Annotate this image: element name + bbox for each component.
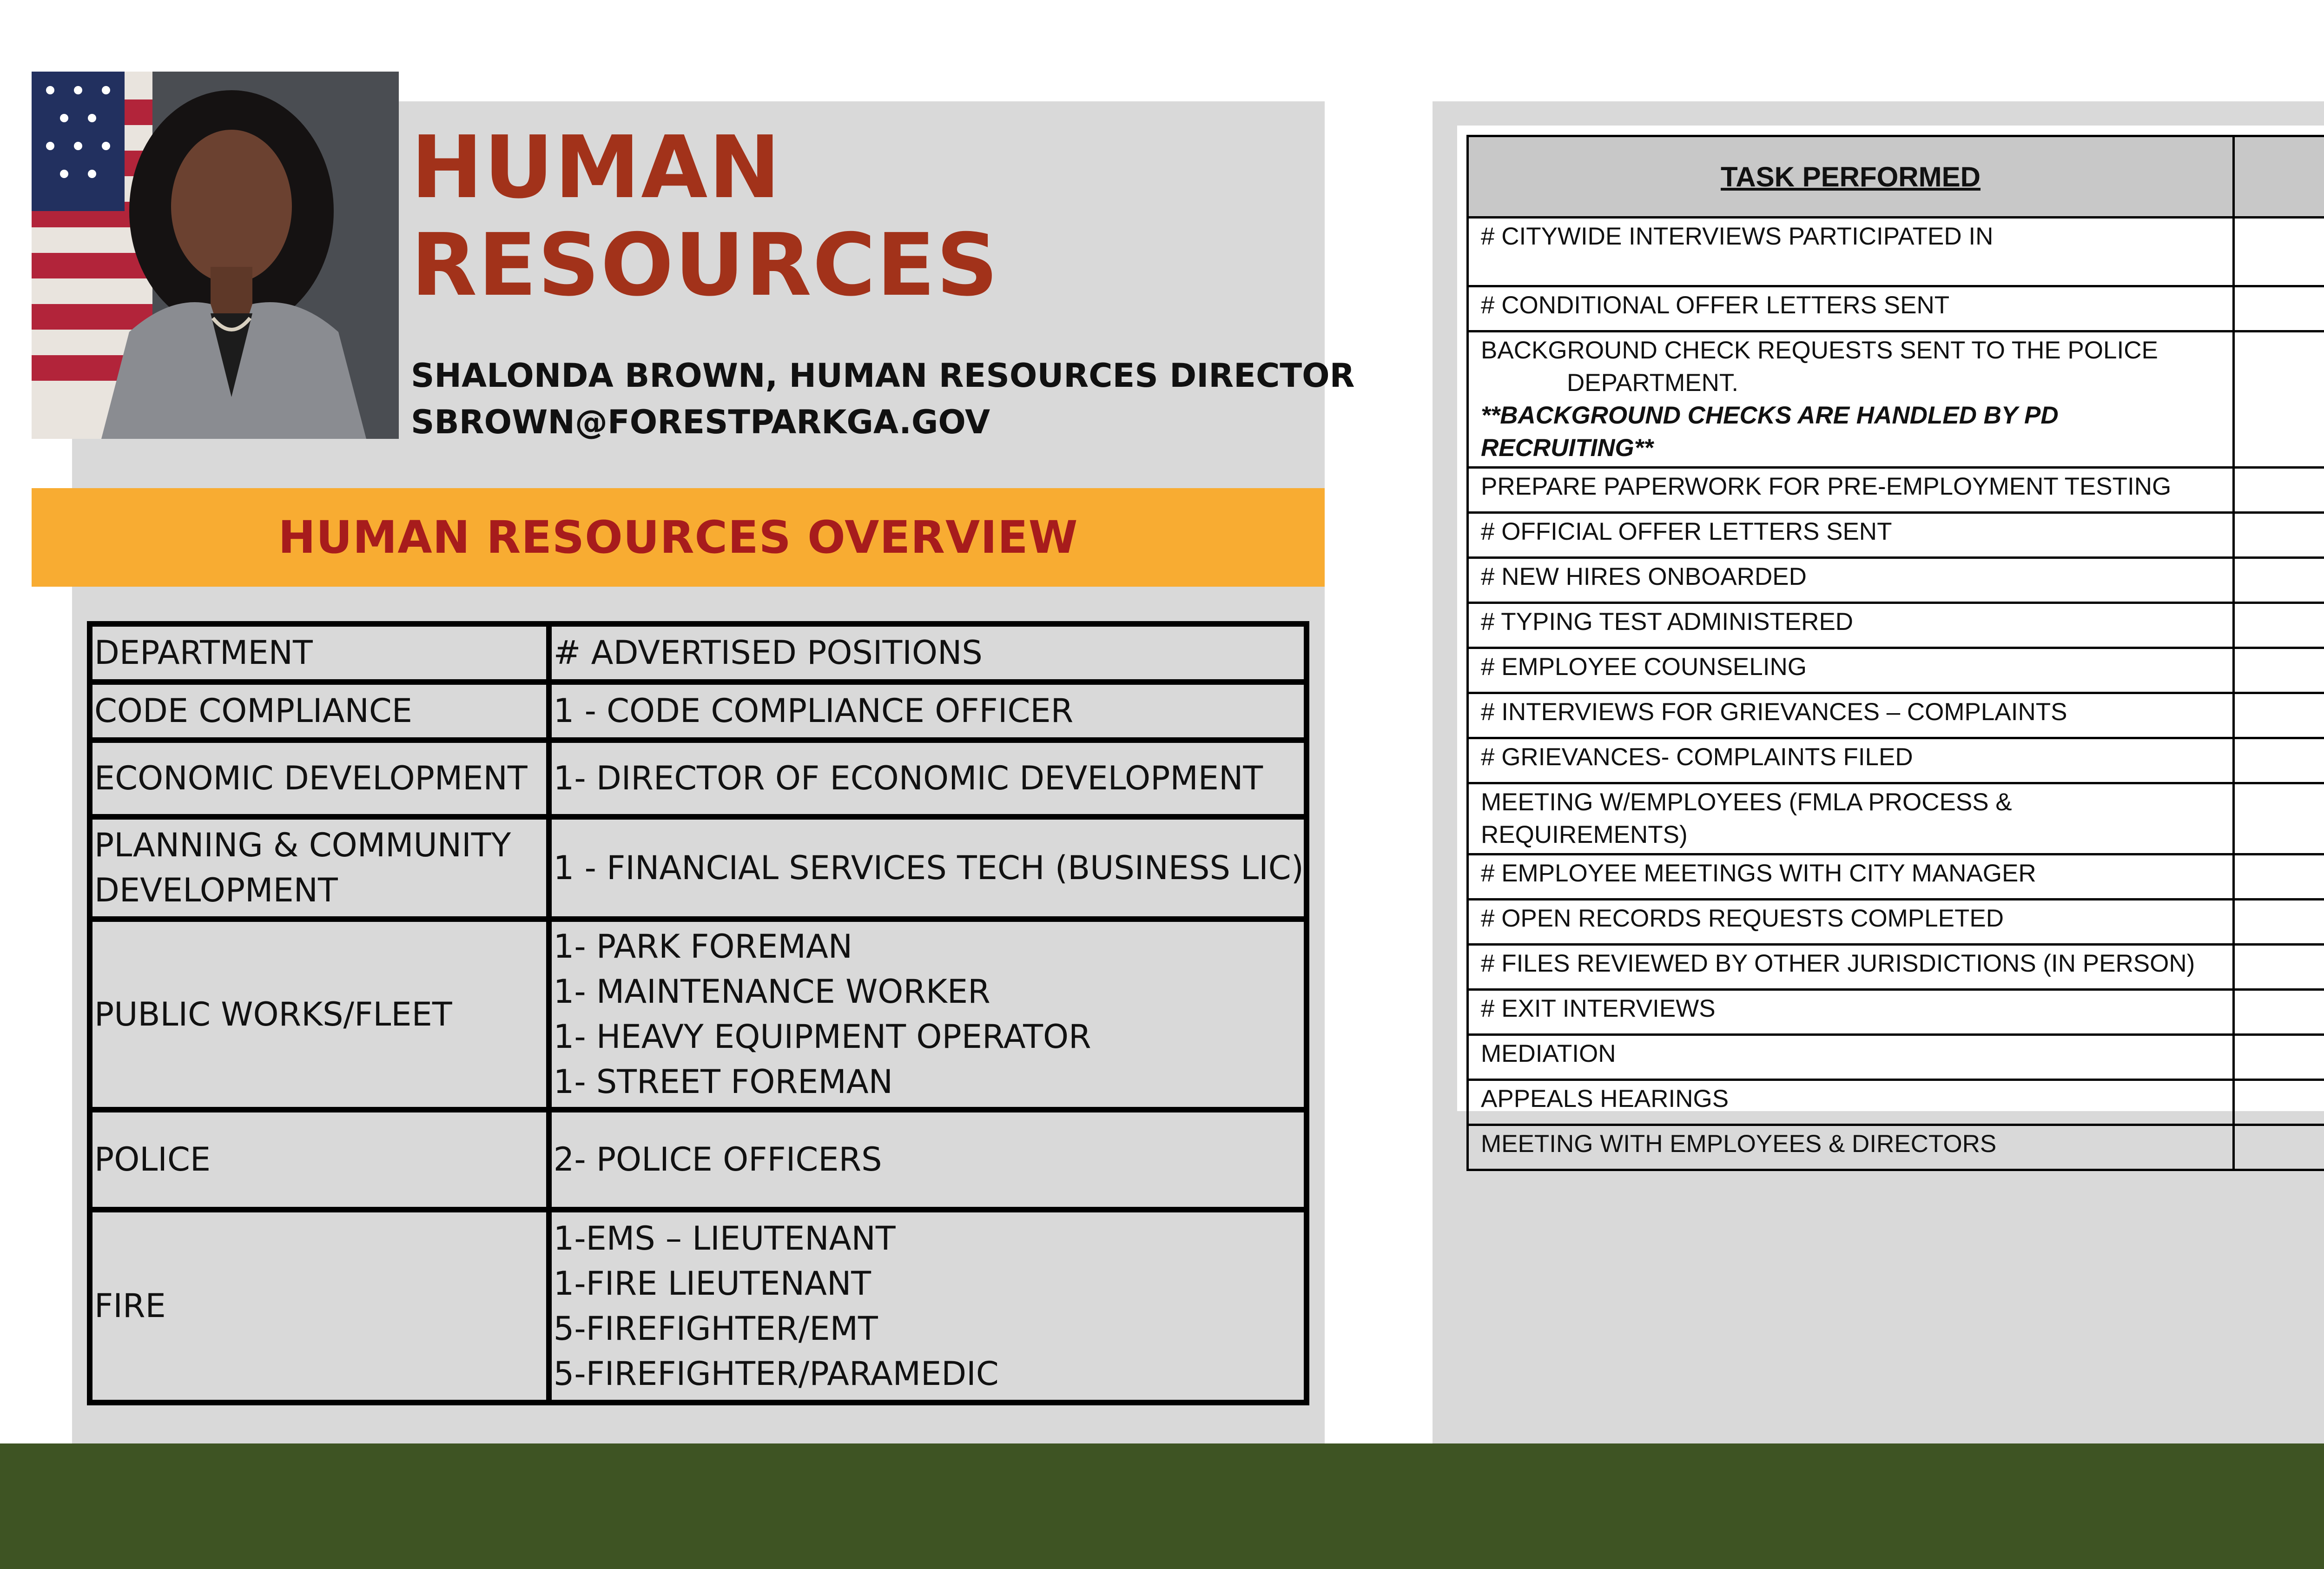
table-row: [1468, 468, 2324, 513]
positions-cell: [549, 740, 1307, 817]
department-cell: [90, 682, 549, 740]
positions-cell: [549, 682, 1307, 740]
quantity-cell: [2234, 468, 2324, 513]
department-name: PLANNING & COMMUNITY: [94, 826, 511, 864]
table-row: [1468, 738, 2324, 783]
director-info: [411, 352, 1355, 445]
task-cell: PREPARE PAPERWORK FOR PRE-EMPLOYMENT TESTING: [1468, 468, 2234, 513]
director-name: SHALONDA BROWN, HUMAN RESOURCES DIRECTOR: [411, 357, 1355, 395]
table-row: [1468, 1125, 2324, 1170]
director-portrait: [32, 72, 399, 439]
director-email[interactable]: SBROWN@FORESTPARKGA.GOV: [411, 403, 990, 441]
table-row: [1468, 513, 2324, 558]
task-cell: MEDIATION: [1468, 1035, 2234, 1080]
position-entry: 2- POLICE OFFICERS: [553, 1140, 882, 1178]
task-cell: APPEALS HEARINGS: [1468, 1080, 2234, 1125]
quantity-cell: [2234, 693, 2324, 738]
table-header-row: [90, 624, 1307, 682]
column-header-department: DEPARTMENT: [90, 624, 549, 682]
quantity-cell: [2234, 558, 2324, 603]
quantity-cell: [2234, 648, 2324, 693]
table-row: [90, 1110, 1307, 1210]
quantity-cell: [2234, 783, 2324, 854]
table-row: [1468, 286, 2324, 331]
table-row: [1468, 945, 2324, 990]
position-entry: 1-EMS – LIEUTENANT: [553, 1219, 896, 1258]
quantity-cell: [2234, 1080, 2324, 1125]
quantity-cell: [2234, 603, 2324, 648]
task-cell: # EMPLOYEE COUNSELING: [1468, 648, 2234, 693]
task-cell: MEETING WITH EMPLOYEES & DIRECTORS: [1468, 1125, 2234, 1170]
quantity-cell: [2234, 513, 2324, 558]
task-cell: # TYPING TEST ADMINISTERED: [1468, 603, 2234, 648]
department-name: CODE COMPLIANCE: [94, 692, 412, 730]
position-entry: 1 - CODE COMPLIANCE OFFICER: [553, 692, 1074, 730]
positions-cell: [549, 817, 1307, 919]
position-entry: 1- STREET FOREMAN: [553, 1063, 893, 1101]
table-row: [1468, 990, 2324, 1035]
task-cell: # GRIEVANCES- COMPLAINTS FILED: [1468, 738, 2234, 783]
department-cell: [90, 817, 549, 919]
department-name: POLICE: [94, 1140, 211, 1178]
task-note: **BACKGROUND CHECKS ARE HANDLED BY PD RECRUITING**: [1481, 402, 2059, 462]
task-cell: # OFFICIAL OFFER LETTERS SENT: [1468, 513, 2234, 558]
table-row: [90, 1210, 1307, 1403]
column-header-quantity: [2234, 136, 2324, 218]
table-row: [1468, 331, 2324, 468]
overview-banner: [32, 488, 1325, 587]
table-row: [1468, 1080, 2324, 1125]
department-name: FIRE: [94, 1287, 166, 1325]
department-name: PUBLIC WORKS/FLEET: [94, 995, 452, 1033]
positions-cell: [549, 1110, 1307, 1210]
department-cell: [90, 1210, 549, 1403]
footer-bar: [0, 1443, 2324, 1569]
quantity-cell: [2234, 854, 2324, 900]
position-entry: 1- PARK FOREMAN: [553, 927, 853, 966]
position-entry: 5-FIREFIGHTER/PARAMEDIC: [553, 1354, 999, 1393]
task-cell: # CITYWIDE INTERVIEWS PARTICIPATED IN: [1468, 218, 2234, 286]
quantity-cell: [2234, 286, 2324, 331]
task-cell: # OPEN RECORDS REQUESTS COMPLETED: [1468, 900, 2234, 945]
title-line-2: RESOURCES: [411, 215, 999, 315]
quantity-cell: [2234, 900, 2324, 945]
table-row: [1468, 854, 2324, 900]
position-entry: 5-FIREFIGHTER/EMT: [553, 1309, 878, 1348]
table-row: [1468, 648, 2324, 693]
table-row: [90, 817, 1307, 919]
task-cell: MEETING W/EMPLOYEES (FMLA PROCESS & REQUIREMENTS): [1468, 783, 2234, 854]
department-name: DEVELOPMENT: [94, 871, 338, 909]
task-cell: # INTERVIEWS FOR GRIEVANCES – COMPLAINTS: [1468, 693, 2234, 738]
table-row: [1468, 900, 2324, 945]
table-row: [90, 682, 1307, 740]
quantity-cell: [2234, 990, 2324, 1035]
table-row: [1468, 1035, 2324, 1080]
overview-title: HUMAN RESOURCES OVERVIEW: [278, 511, 1078, 563]
column-header-positions: # ADVERTISED POSITIONS: [549, 624, 1307, 682]
task-text: BACKGROUND CHECK REQUESTS SENT TO THE POLICE: [1481, 337, 2158, 364]
task-cell: # FILES REVIEWED BY OTHER JURISDICTIONS (IN PERSON): [1468, 945, 2234, 990]
positions-cell: [549, 919, 1307, 1110]
title-line-1: HUMAN: [411, 117, 782, 218]
page-title: [411, 119, 1201, 314]
quantity-cell: [2234, 945, 2324, 990]
quantity-cell: [2234, 218, 2324, 286]
table-row: [1468, 693, 2324, 738]
table-row: [1468, 558, 2324, 603]
task-text-continued: DEPARTMENT.: [1567, 369, 1739, 397]
department-cell: [90, 1110, 549, 1210]
task-cell: # EXIT INTERVIEWS: [1468, 990, 2234, 1035]
quantity-cell: [2234, 738, 2324, 783]
position-entry: 1- DIRECTOR OF ECONOMIC DEVELOPMENT: [553, 759, 1263, 797]
task-cell: # EMPLOYEE MEETINGS WITH CITY MANAGER: [1468, 854, 2234, 900]
column-header-task: TASK PERFORMED: [1468, 136, 2234, 218]
task-performed-table: [1466, 135, 2324, 1171]
task-cell: # CONDITIONAL OFFER LETTERS SENT: [1468, 286, 2234, 331]
position-entry: 1-FIRE LIEUTENANT: [553, 1264, 872, 1303]
quantity-cell: [2234, 331, 2324, 468]
quantity-cell: [2234, 1125, 2324, 1170]
task-cell: # NEW HIRES ONBOARDED: [1468, 558, 2234, 603]
position-entry: 1- MAINTENANCE WORKER: [553, 973, 990, 1011]
table-row: [90, 740, 1307, 817]
table-row: [90, 919, 1307, 1110]
task-cell: [1468, 331, 2234, 468]
quantity-cell: [2234, 1035, 2324, 1080]
task-header-row: [1468, 136, 2324, 218]
position-entry: 1 - FINANCIAL SERVICES TECH (BUSINESS LIC): [553, 848, 1304, 887]
positions-cell: [549, 1210, 1307, 1403]
department-cell: [90, 919, 549, 1110]
advertised-positions-table: [87, 621, 1309, 1405]
position-entry: 1- HEAVY EQUIPMENT OPERATOR: [553, 1018, 1091, 1056]
department-cell: [90, 740, 549, 817]
department-name: ECONOMIC DEVELOPMENT: [94, 759, 528, 797]
table-row: [1468, 218, 2324, 286]
table-row: [1468, 603, 2324, 648]
table-row: [1468, 783, 2324, 854]
